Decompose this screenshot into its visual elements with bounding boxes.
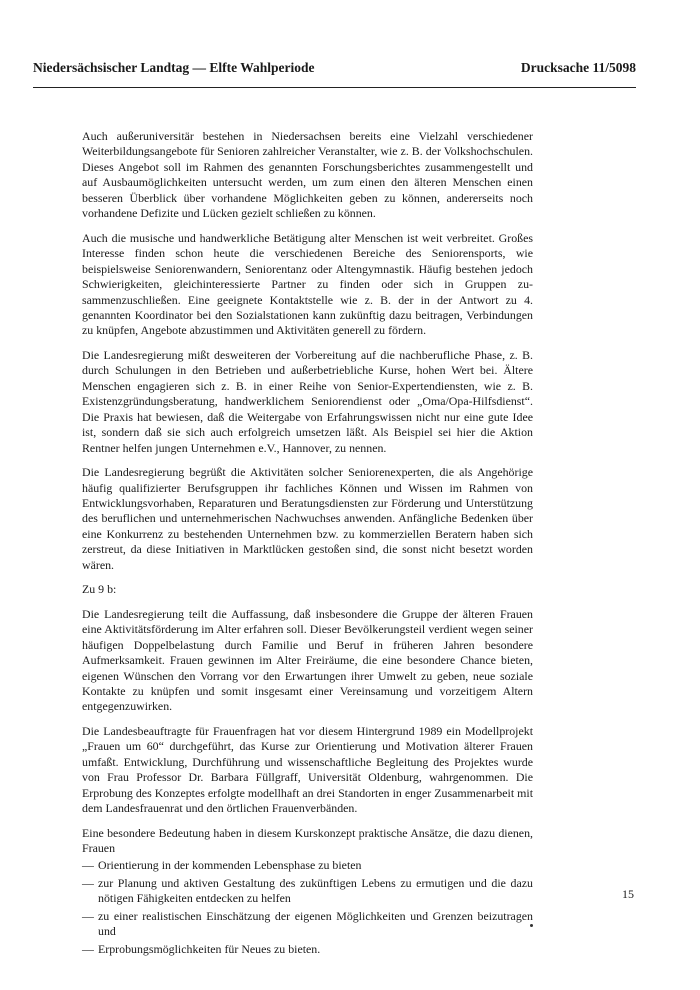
header-publication-title: Niedersächsischer Landtag — Elfte Wahlperiode	[33, 60, 315, 75]
paragraph-weiterbildung: Auch außeruniversitär bestehen in Niedersachsen bereits eine Vielzahl verschiedener Weiterbildungsangebote für Senioren zahlreicher Veranstalter, wie z. B. der Volkshochschulen. Dieses Angebot soll im Rahmen des genannten Forschungsberichtes zusammengestellt und auf Ausbaumöglichkeiten untersucht werden, um zum einen den älteren Menschen einen besseren Überblick über vorhandene Möglichkeiten geben zu können, andererseits noch vorhandene Defizite und Lücken gezielt schließen zu können.	[82, 129, 533, 221]
dash-list	[82, 858, 533, 957]
dash-marker: —	[82, 875, 94, 890]
list-item	[82, 876, 533, 907]
paragraph-aeltere-frauen: Die Landesregierung teilt die Auffassung, daß insbesondere die Gruppe der älteren Frauen eine Aktivitätsförderung im Alter erfahren soll. Dieser Bevölkerungsteil verdient wegen seiner häufigen Doppelbelastung durch Familie und Beruf in früheren Jahren besondere Aufmerksamkeit. Frauen gewinnen im Alter Freiräume, die eine besondere Chance bieten, eigenen Wünschen den Vorrang vor den Erwartungen ihrer Umwelt zu geben, neue soziale Kontakte zu knüpfen und somit insgesamt einer Vereinsamung und vorzeitigem Altern entgegenzuwirken.	[82, 606, 533, 714]
dash-marker: —	[82, 941, 94, 956]
header-rule	[33, 87, 636, 88]
paragraph-seniorenexperten: Die Landesregierung begrüßt die Aktivitäten solcher Seniorenexperten, die als Angehörige häufig qualifizierter Berufsgruppen ihr fachliches Können und Wissen im Rahmen von Entwicklungsvorhaben, Reparaturen und Beratungsdiensten zur Förderung und Unterstützung des beruflichen und unternehmerischen Nachwuchses anwenden. Anfängliche Bedenken über eine Konkurrenz zu bestehenden Unternehmen bzw. zu kommerziellen Beratern haben sich zerstreut, da diese Initiativen in Marktlücken gestoßen sind, die sonst nicht besetzt worden wären.	[82, 465, 533, 572]
list-item-text: zu einer realistischen Einschätzung der eigenen Möglichkeiten und Grenzen beizutragen und	[98, 908, 533, 939]
page-number: 15	[622, 887, 634, 901]
list-item-text: zur Planung und aktiven Gestaltung des zukünftigen Lebens zu ermutigen und die dazu nötigen Fähigkeiten entdecken zu helfen	[98, 875, 533, 906]
list-item-text: Erprobungsmöglichkeiten für Neues zu bieten.	[98, 941, 321, 956]
list-item	[82, 858, 533, 873]
list-item	[82, 942, 533, 957]
page-header	[33, 60, 636, 78]
document-body	[82, 129, 533, 959]
list-item-text: Orientierung in der kommenden Lebensphase zu bieten	[98, 858, 362, 873]
paragraph-kurskonzept-intro: Eine besondere Bedeutung haben in diesem Kurskonzept praktische Ansätze, die dazu dienen, Frauen	[82, 825, 533, 856]
section-heading-9b: Zu 9 b:	[82, 582, 117, 597]
paragraph-nachberufliche-phase: Die Landesregierung mißt desweiteren der Vorbereitung auf die nachberufliche Phase, z. B. durch Schulungen in den Betrieben und außerbetriebliche Kurse, hohen Wert bei. Ältere Menschen engagieren sich z. B. in einer Reihe von Senior-Expertendiensten, wie z. B. Existenzgründungsberatung, handwerklichem Seniorendienst oder „Oma/Opa-Hilfsdienst“. Die Praxis hat bewiesen, daß die Weitergabe von Erfahrungswissen nicht nur eine gute Idee ist, sondern daß sie sich auch erfolgreich umsetzen läßt. Als Beispiel sei hier die Aktion Rentner helfen jungen Unternehmen e.V., Hannover, zu nennen.	[82, 347, 533, 455]
paragraph-modellprojekt: Die Landesbeauftragte für Frauenfragen hat vor diesem Hintergrund 1989 ein Modellprojekt „Frauen um 60“ durchgeführt, das Kurse zur Orientierung und Motivation älterer Frauen umfaßt. Entwicklung, Durchführung und wissenschaftliche Begleitung des Projektes wurde von Frau Professor Dr. Barbara Füllgraff, Universität Oldenburg, wahrgenommen. Die Erprobung des Konzeptes erfolgte modellhaft an drei Standorten in enger Zusammenarbeit mit dem Landesfrauenrat und den örtlichen Frauenverbänden.	[82, 723, 533, 816]
dash-marker: —	[82, 908, 94, 923]
list-item	[82, 909, 533, 940]
header-document-number: Drucksache 11/5098	[520, 60, 636, 75]
paragraph-musische-betaetigung: Auch die musische und handwerkliche Betätigung alter Menschen ist weit verbreitet. Großes Interesse finden schon heute die verschiedenen Bereiche des Seniorensports, wie beispielsweise Seniorenwandern, Seniorentanz oder Altengymnastik. Häufig bestehen jedoch Schwierigkeiten, gleichinteressierte Partner zu finden oder sich in Gruppen zusammenzuschließen. Eine geeignete Kontaktstelle wie z. B. der in der Antwort zu 4. genannten Koordinator bei den Sozialstationen kann zukünftig dazu beitragen, Verbindungen zu knüpfen, Angebote abzustimmen und Aktivitäten generell zu fördern.	[82, 230, 533, 338]
dash-marker: —	[82, 858, 94, 873]
scan-speck	[530, 924, 533, 927]
